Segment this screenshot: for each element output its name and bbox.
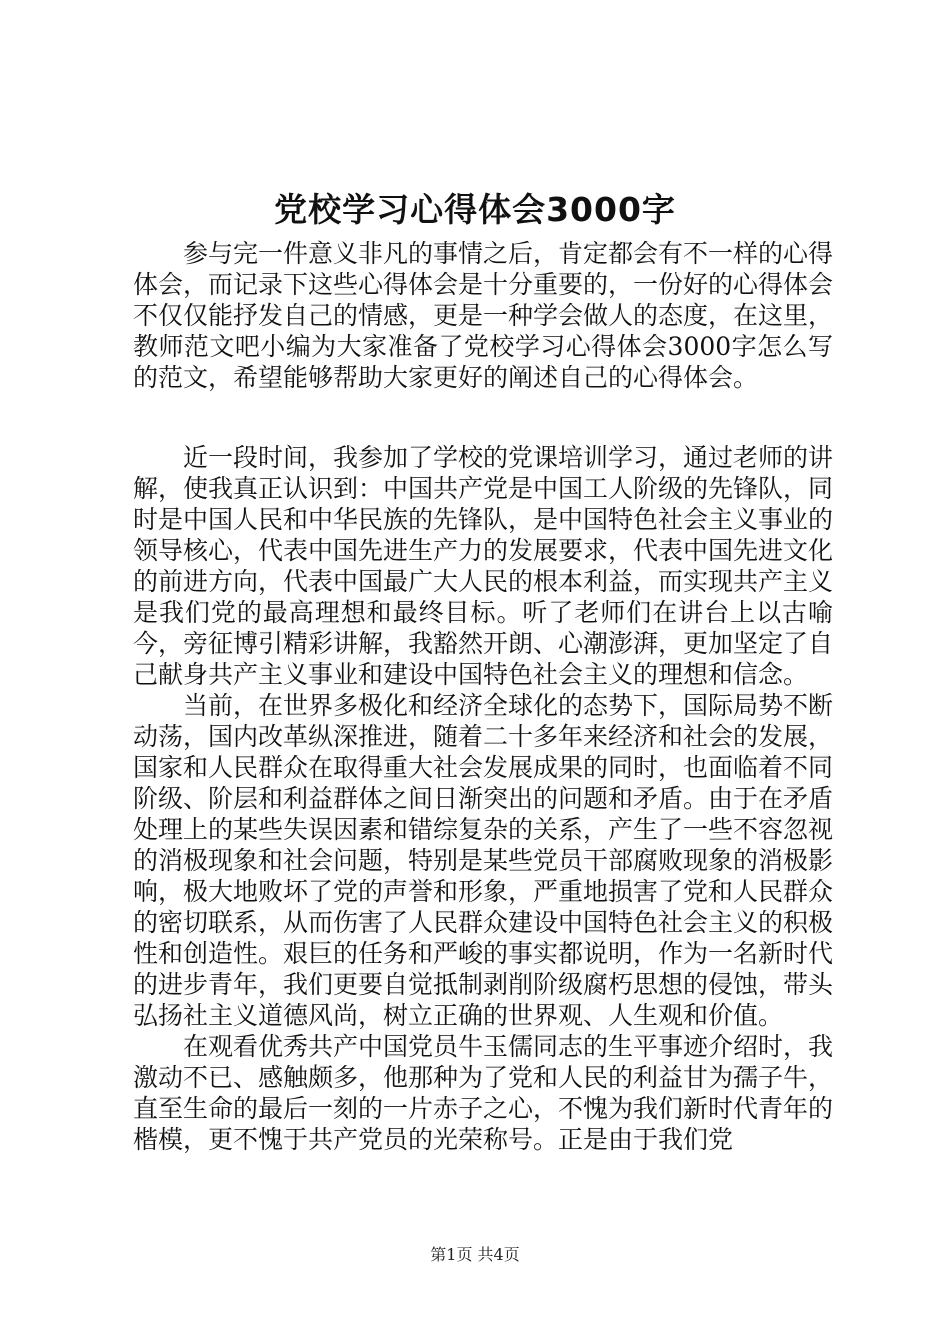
- paragraph-intro: 参与完一件意义非凡的事情之后，肯定都会有不一样的心得体会，而记录下这些心得体会是十分重要的，一份好的心得体会不仅仅能抒发自己的情感，更是一种学会做人的态度，在这里，教师范文吧小编为大家准备了党校学习心得体会3000字怎么写的范文，希望能够帮助大家更好的阐述自己的心得体会。: [133, 239, 834, 392]
- document-body: [133, 238, 833, 1155]
- document-title: 党校学习心得体会3000字: [274, 190, 676, 229]
- paragraph-current-situation: 当前，在世界多极化和经济全球化的态势下，国际局势不断动荡，国内改革纵深推进，随着二十多年来经济和社会的发展，国家和人民群众在取得重大社会发展成果的同时，也面临着不同阶级、阶层和利益群体之间日渐突出的问题和矛盾。由于在矛盾处理上的某些失误因素和错综复杂的关系，产生了一些不容忽视的消极现象和社会问题，特别是某些党员干部腐败现象的消极影响，极大地败坏了党的声誉和形象，严重地损害了党和人民群众的密切联系，从而伤害了人民群众建设中国特色社会主义的积极性和创造性。艰巨的任务和严峻的事实都说明，作为一名新时代的进步青年，我们更要自觉抵制剥削阶级腐朽思想的侵蚀，带头弘扬社主义道德风尚，树立正确的世界观、人生观和价值。: [133, 691, 834, 1030]
- paragraph-party-training: 近一段时间，我参加了学校的党课培训学习，通过老师的讲解，使我真正认识到：中国共产党是中国工人阶级的先锋队，同时是中国人民和中华民族的先锋队，是中国特色社会主义事业的领导核心，代表中国先进生产力的发展要求，代表中国先进文化的前进方向，代表中国最广大人民的根本利益，而实现共产主义是我们党的最高理想和最终目标。听了老师们在讲台上以古喻今，旁征博引精彩讲解，我豁然开朗、心潮澎湃，更加坚定了自己献身共产主义事业和建设中国特色社会主义的理想和信念。: [133, 443, 834, 689]
- page-footer: 第1页 共4页: [430, 1245, 520, 1264]
- paragraph-role-model: 在观看优秀共产中国党员牛玉儒同志的生平事迹介绍时，我激动不已、感触颇多，他那种为了党和人民的利益甘为孺子牛，直至生命的最后一刻的一片赤子之心，不愧为我们新时代青年的楷模，更不愧于共产党员的光荣称号。正是由于我们党: [133, 1032, 834, 1154]
